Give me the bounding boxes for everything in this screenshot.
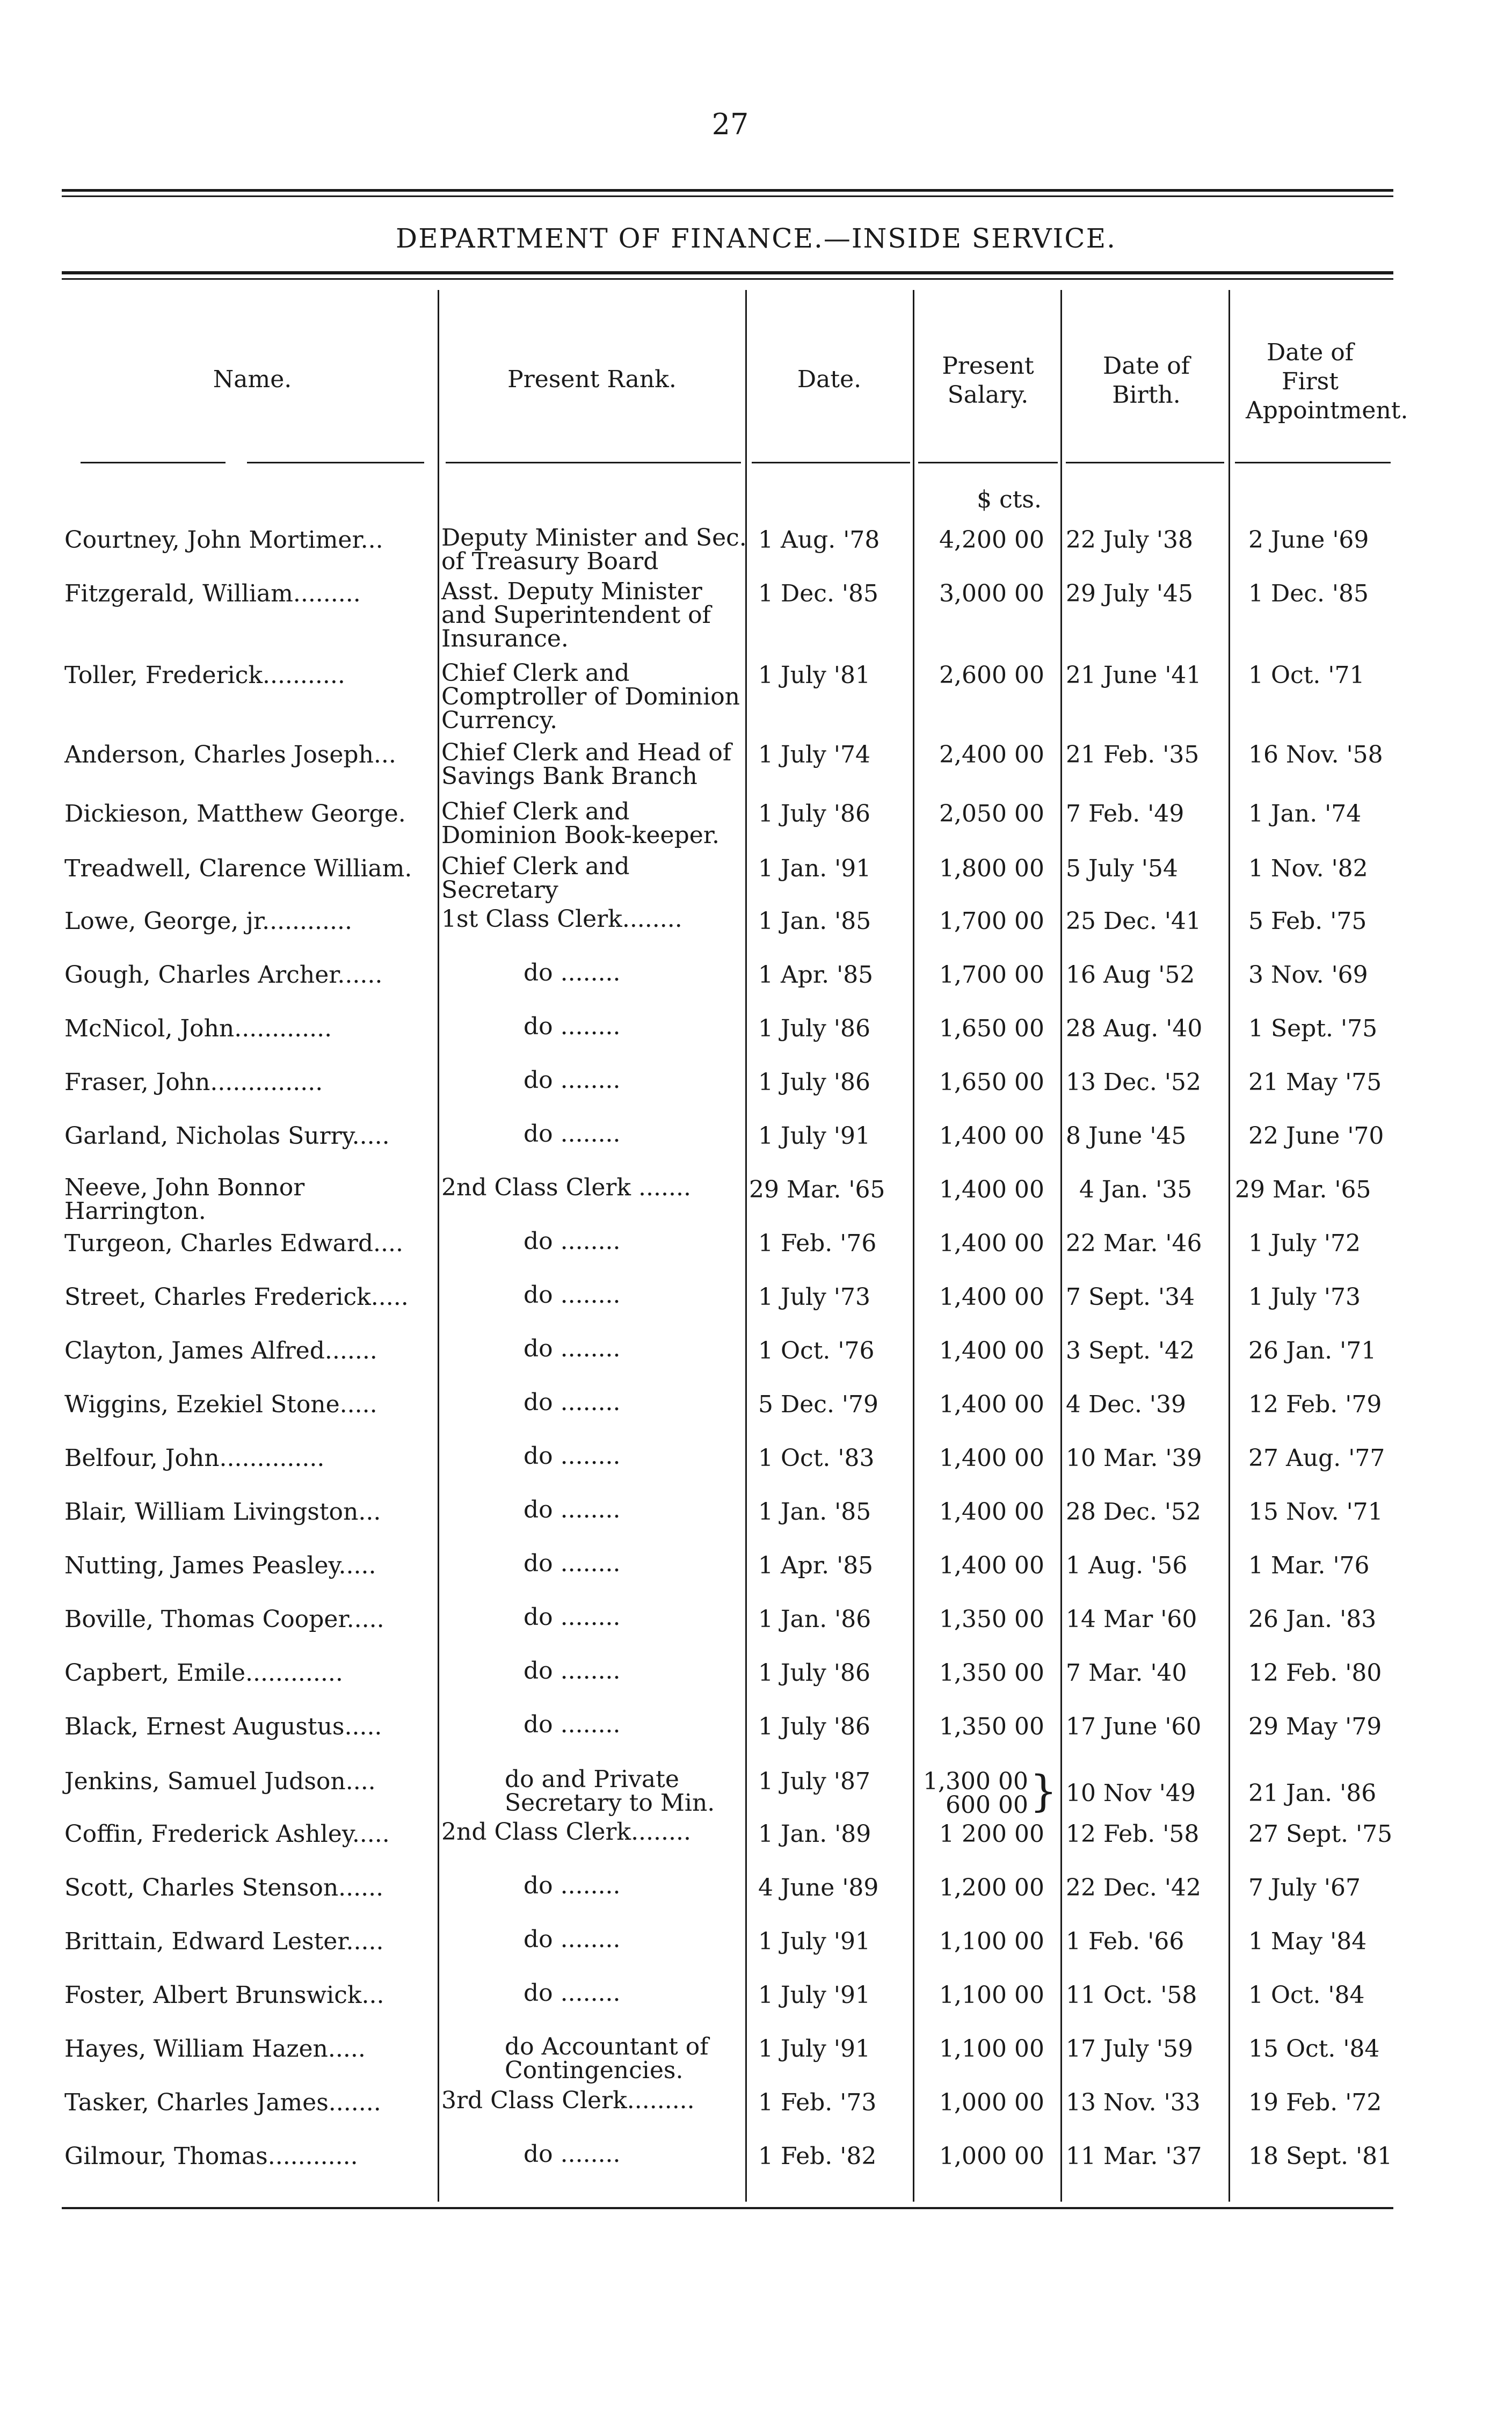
present-rank: do ........: [524, 959, 621, 986]
present-rank: do and Private Secretary to Min.: [505, 1766, 715, 1817]
first-appointment: 21 Jan. '86: [1248, 1780, 1377, 1807]
present-rank: do ........: [524, 1872, 621, 1899]
first-appointment: 7 July '67: [1248, 1874, 1361, 1901]
present-rank: do ........: [524, 1711, 621, 1738]
staff-name: Nutting, James Peasley.....: [64, 1552, 376, 1579]
rank-date: 4 June '89: [758, 1874, 879, 1901]
column-divider: [745, 290, 747, 2202]
first-appointment: 26 Jan. '71: [1248, 1337, 1377, 1364]
present-salary: 1,650 00: [939, 1015, 1044, 1042]
column-divider: [438, 290, 439, 2202]
present-salary: 1,700 00: [939, 908, 1044, 935]
page-title: DEPARTMENT OF FINANCE.—INSIDE SERVICE.: [396, 223, 1116, 254]
first-appointment: 1 July '72: [1248, 1230, 1361, 1257]
header-rule-thin: [62, 278, 1393, 280]
rank-date: 1 July '91: [758, 1981, 870, 2009]
first-appointment: 1 May '84: [1248, 1928, 1367, 1955]
present-salary: 1,400 00: [939, 1283, 1044, 1311]
present-rank: do ........: [524, 1442, 621, 1470]
date-of-birth: 11 Mar. '37: [1066, 2143, 1202, 2170]
present-salary: 1,400 00: [939, 1391, 1044, 1418]
first-appointment: 1 Oct. '84: [1248, 1981, 1365, 2009]
first-appointment: 1 Sept. '75: [1248, 1015, 1378, 1042]
rank-date: 1 Apr. '85: [758, 1552, 874, 1579]
present-salary: 1,400 00: [939, 1122, 1044, 1150]
first-appointment: 1 Mar. '76: [1248, 1552, 1370, 1579]
date-of-birth: 4 Jan. '35: [1079, 1176, 1193, 1203]
present-rank: do ........: [524, 1926, 621, 1953]
first-appointment: 18 Sept. '81: [1248, 2143, 1393, 2170]
present-salary: 1,100 00: [939, 1981, 1044, 2009]
rank-date: 1 Dec. '85: [758, 580, 878, 607]
present-rank: 2nd Class Clerk .......: [441, 1174, 691, 1201]
rank-date: 1 Oct. '83: [758, 1444, 875, 1472]
column-divider: [1060, 290, 1062, 2202]
first-appointment: 2 June '69: [1248, 526, 1369, 554]
first-appointment: 21 May '75: [1248, 1069, 1382, 1096]
rank-date: 1 July '91: [758, 2035, 870, 2063]
present-salary: 1,100 00: [939, 1928, 1044, 1955]
header-underline: [752, 462, 910, 463]
first-appointment: 1 Nov. '82: [1248, 855, 1368, 882]
present-salary-additional: 600 00: [946, 1791, 1028, 1819]
staff-name: Anderson, Charles Joseph...: [64, 741, 396, 768]
present-salary: 1,650 00: [939, 1069, 1044, 1096]
date-of-birth: 28 Aug. '40: [1066, 1015, 1203, 1042]
date-of-birth: 7 Sept. '34: [1066, 1283, 1195, 1311]
present-rank: Asst. Deputy Minister and Superintendent of Insurance.: [441, 578, 711, 652]
present-rank: do ........: [524, 1120, 621, 1148]
date-of-birth: 14 Mar '60: [1066, 1606, 1197, 1633]
first-appointment: 1 Oct. '71: [1248, 662, 1365, 689]
rank-date: 1 Apr. '85: [758, 961, 874, 989]
header-rule-thick: [62, 271, 1393, 274]
first-appointment: 27 Sept. '75: [1248, 1820, 1393, 1848]
staff-name: Brittain, Edward Lester.....: [64, 1928, 384, 1955]
header-birth: Date of Birth.: [1103, 352, 1190, 409]
rank-date: 1 Jan. '85: [758, 908, 871, 935]
first-appointment: 15 Nov. '71: [1248, 1498, 1383, 1526]
first-appointment: 16 Nov. '58: [1248, 741, 1383, 768]
staff-name: Hayes, William Hazen.....: [64, 2035, 366, 2063]
present-rank: Chief Clerk and Comptroller of Dominion Currency.: [441, 659, 740, 734]
rank-date: 1 July '86: [758, 800, 870, 827]
rank-date: 1 July '81: [758, 662, 870, 689]
present-salary: 1,200 00: [939, 1874, 1044, 1901]
present-rank: do ........: [524, 1389, 621, 1416]
first-appointment: 1 July '73: [1248, 1283, 1361, 1311]
present-rank: do Accountant of Contingencies.: [505, 2033, 709, 2084]
header-underline: [81, 462, 226, 463]
rank-date: 1 July '86: [758, 1713, 870, 1740]
staff-name: Courtney, John Mortimer...: [64, 526, 383, 554]
rank-date: 1 July '73: [758, 1283, 870, 1311]
present-salary: 1,350 00: [939, 1713, 1044, 1740]
top-rule-thin: [62, 195, 1393, 197]
staff-name: Jenkins, Samuel Judson....: [64, 1768, 376, 1795]
salary-unit: $ cts.: [977, 486, 1042, 513]
rank-date: 29 Mar. '65: [749, 1176, 885, 1203]
first-appointment: 22 June '70: [1248, 1122, 1384, 1150]
first-appointment: 1 Dec. '85: [1248, 580, 1369, 607]
staff-name: Fitzgerald, William.........: [64, 580, 361, 607]
first-appointment: 15 Oct. '84: [1248, 2035, 1380, 2063]
date-of-birth: 11 Oct. '58: [1066, 1981, 1197, 2009]
present-salary: 2,400 00: [939, 741, 1044, 768]
present-rank: do ........: [524, 1335, 621, 1362]
staff-name: Foster, Albert Brunswick...: [64, 1981, 384, 2009]
date-of-birth: 1 Aug. '56: [1066, 1552, 1188, 1579]
present-salary: 1,400 00: [939, 1552, 1044, 1579]
bottom-rule: [62, 2207, 1393, 2209]
first-appointment: 12 Feb. '80: [1248, 1659, 1382, 1687]
rank-date: 1 Jan. '86: [758, 1606, 871, 1633]
present-rank: do ........: [524, 1066, 621, 1094]
salary-brace: }: [1030, 1766, 1057, 1816]
present-rank: do ........: [524, 1013, 621, 1040]
column-divider: [1229, 290, 1230, 2202]
header-underline: [918, 462, 1058, 463]
header-rank: Present Rank.: [507, 366, 677, 393]
staff-name: Clayton, James Alfred.......: [64, 1337, 377, 1364]
present-rank: do ........: [524, 2140, 621, 2168]
present-salary: 1,400 00: [939, 1176, 1044, 1203]
first-appointment: 5 Feb. '75: [1248, 908, 1367, 935]
rank-date: 1 July '91: [758, 1122, 870, 1150]
first-appointment: 29 Mar. '65: [1235, 1176, 1371, 1203]
date-of-birth: 8 June '45: [1066, 1122, 1187, 1150]
present-rank: do ........: [524, 1657, 621, 1685]
staff-name: Coffin, Frederick Ashley.....: [64, 1820, 390, 1848]
date-of-birth: 10 Nov '49: [1066, 1780, 1196, 1807]
staff-name: Belfour, John..............: [64, 1444, 325, 1472]
staff-name: Scott, Charles Stenson......: [64, 1874, 384, 1901]
staff-name: Blair, William Livingston...: [64, 1498, 381, 1526]
first-appointment: 1 Jan. '74: [1248, 800, 1362, 827]
staff-name: Tasker, Charles James.......: [64, 2089, 381, 2116]
present-salary: 1,400 00: [939, 1230, 1044, 1257]
date-of-birth: 28 Dec. '52: [1066, 1498, 1201, 1526]
date-of-birth: 22 July '38: [1066, 526, 1193, 554]
staff-name: Toller, Frederick...........: [64, 662, 345, 689]
rank-date: 1 Feb. '76: [758, 1230, 877, 1257]
present-rank: do ........: [524, 1603, 621, 1631]
present-rank: 2nd Class Clerk........: [441, 1818, 691, 1846]
rank-date: 1 July '74: [758, 741, 870, 768]
present-salary: 1,400 00: [939, 1337, 1044, 1364]
date-of-birth: 7 Mar. '40: [1066, 1659, 1187, 1687]
rank-date: 1 July '91: [758, 1928, 870, 1955]
present-salary: 2,050 00: [939, 800, 1044, 827]
staff-name: Gilmour, Thomas............: [64, 2143, 358, 2170]
staff-name: Turgeon, Charles Edward....: [64, 1230, 403, 1257]
present-rank: Chief Clerk and Dominion Book-keeper.: [441, 798, 719, 849]
present-rank: do ........: [524, 1496, 621, 1523]
present-salary: 1,800 00: [939, 855, 1044, 882]
present-rank: do ........: [524, 1550, 621, 1577]
date-of-birth: 12 Feb. '58: [1066, 1820, 1200, 1848]
page-number: 27: [711, 107, 749, 141]
staff-name: Lowe, George, jr............: [64, 908, 352, 935]
present-rank: 3rd Class Clerk.........: [441, 2087, 695, 2114]
header-underline: [1066, 462, 1224, 463]
rank-date: 1 Jan. '85: [758, 1498, 871, 1526]
present-salary: 2,600 00: [939, 662, 1044, 689]
present-salary: 1,000 00: [939, 2143, 1044, 2170]
present-salary: 1,000 00: [939, 2089, 1044, 2116]
present-salary: 1,350 00: [939, 1606, 1044, 1633]
present-rank: Chief Clerk and Secretary: [441, 853, 630, 904]
rank-date: 1 Feb. '82: [758, 2143, 877, 2170]
staff-name: Street, Charles Frederick.....: [64, 1283, 409, 1311]
rank-date: 1 Jan. '89: [758, 1820, 871, 1848]
date-of-birth: 16 Aug '52: [1066, 961, 1195, 989]
staff-name: Neeve, John Bonnor Harrington.: [64, 1174, 305, 1225]
date-of-birth: 17 July '59: [1066, 2035, 1193, 2063]
present-rank: Chief Clerk and Head of Savings Bank Branch: [441, 739, 732, 790]
rank-date: 1 Jan. '91: [758, 855, 871, 882]
present-rank: Deputy Minister and Sec. of Treasury Board: [441, 524, 747, 575]
column-divider: [913, 290, 914, 2202]
present-rank: do ........: [524, 1281, 621, 1309]
date-of-birth: 25 Dec. '41: [1066, 908, 1201, 935]
present-salary: 1,400 00: [939, 1444, 1044, 1472]
staff-name: McNicol, John.............: [64, 1015, 332, 1042]
rank-date: 1 Oct. '76: [758, 1337, 875, 1364]
present-rank: do ........: [524, 1979, 621, 2007]
date-of-birth: 17 June '60: [1066, 1713, 1202, 1740]
present-salary: 4,200 00: [939, 526, 1044, 554]
present-salary: 1,400 00: [939, 1498, 1044, 1526]
date-of-birth: 22 Dec. '42: [1066, 1874, 1201, 1901]
rank-date: 1 July '86: [758, 1069, 870, 1096]
first-appointment: 3 Nov. '69: [1248, 961, 1368, 989]
present-salary: 1,350 00: [939, 1659, 1044, 1687]
rank-date: 1 July '86: [758, 1659, 870, 1687]
present-salary: 1 200 00: [939, 1820, 1044, 1848]
header-first: Date of First Appointment.: [1246, 339, 1408, 424]
rank-date: 1 Feb. '73: [758, 2089, 877, 2116]
rank-date: 1 Aug. '78: [758, 526, 880, 554]
header-salary: Present Salary.: [942, 352, 1034, 409]
date-of-birth: 10 Mar. '39: [1066, 1444, 1202, 1472]
present-rank: 1st Class Clerk........: [441, 905, 682, 933]
date-of-birth: 1 Feb. '66: [1066, 1928, 1184, 1955]
staff-name: Treadwell, Clarence William.: [64, 855, 412, 882]
header-underline: [446, 462, 741, 463]
present-salary: 1,300 00: [923, 1768, 1028, 1795]
date-of-birth: 4 Dec. '39: [1066, 1391, 1186, 1418]
present-salary: 3,000 00: [939, 580, 1044, 607]
date-of-birth: 22 Mar. '46: [1066, 1230, 1202, 1257]
date-of-birth: 7 Feb. '49: [1066, 800, 1184, 827]
staff-name: Wiggins, Ezekiel Stone.....: [64, 1391, 377, 1418]
staff-name: Fraser, John...............: [64, 1069, 323, 1096]
date-of-birth: 3 Sept. '42: [1066, 1337, 1195, 1364]
header-date: Date.: [797, 366, 862, 393]
first-appointment: 19 Feb. '72: [1248, 2089, 1382, 2116]
staff-name: Boville, Thomas Cooper.....: [64, 1606, 384, 1633]
rank-date: 1 July '87: [758, 1768, 870, 1795]
staff-name: Capbert, Emile.............: [64, 1659, 343, 1687]
rank-date: 1 July '86: [758, 1015, 870, 1042]
present-salary: 1,700 00: [939, 961, 1044, 989]
header-underline: [247, 462, 424, 463]
staff-name: Garland, Nicholas Surry.....: [64, 1122, 390, 1150]
date-of-birth: 21 Feb. '35: [1066, 741, 1200, 768]
header-underline: [1235, 462, 1391, 463]
date-of-birth: 5 July '54: [1066, 855, 1178, 882]
staff-name: Gough, Charles Archer......: [64, 961, 383, 989]
first-appointment: 27 Aug. '77: [1248, 1444, 1385, 1472]
staff-name: Dickieson, Matthew George.: [64, 800, 406, 827]
present-salary: 1,100 00: [939, 2035, 1044, 2063]
date-of-birth: 21 June '41: [1066, 662, 1202, 689]
date-of-birth: 13 Nov. '33: [1066, 2089, 1201, 2116]
header-name: Name.: [213, 366, 292, 393]
present-rank: do ........: [524, 1228, 621, 1255]
staff-name: Black, Ernest Augustus.....: [64, 1713, 382, 1740]
first-appointment: 12 Feb. '79: [1248, 1391, 1382, 1418]
date-of-birth: 13 Dec. '52: [1066, 1069, 1201, 1096]
top-rule-thick: [62, 189, 1393, 192]
first-appointment: 26 Jan. '83: [1248, 1606, 1377, 1633]
first-appointment: 29 May '79: [1248, 1713, 1382, 1740]
rank-date: 5 Dec. '79: [758, 1391, 878, 1418]
date-of-birth: 29 July '45: [1066, 580, 1193, 607]
